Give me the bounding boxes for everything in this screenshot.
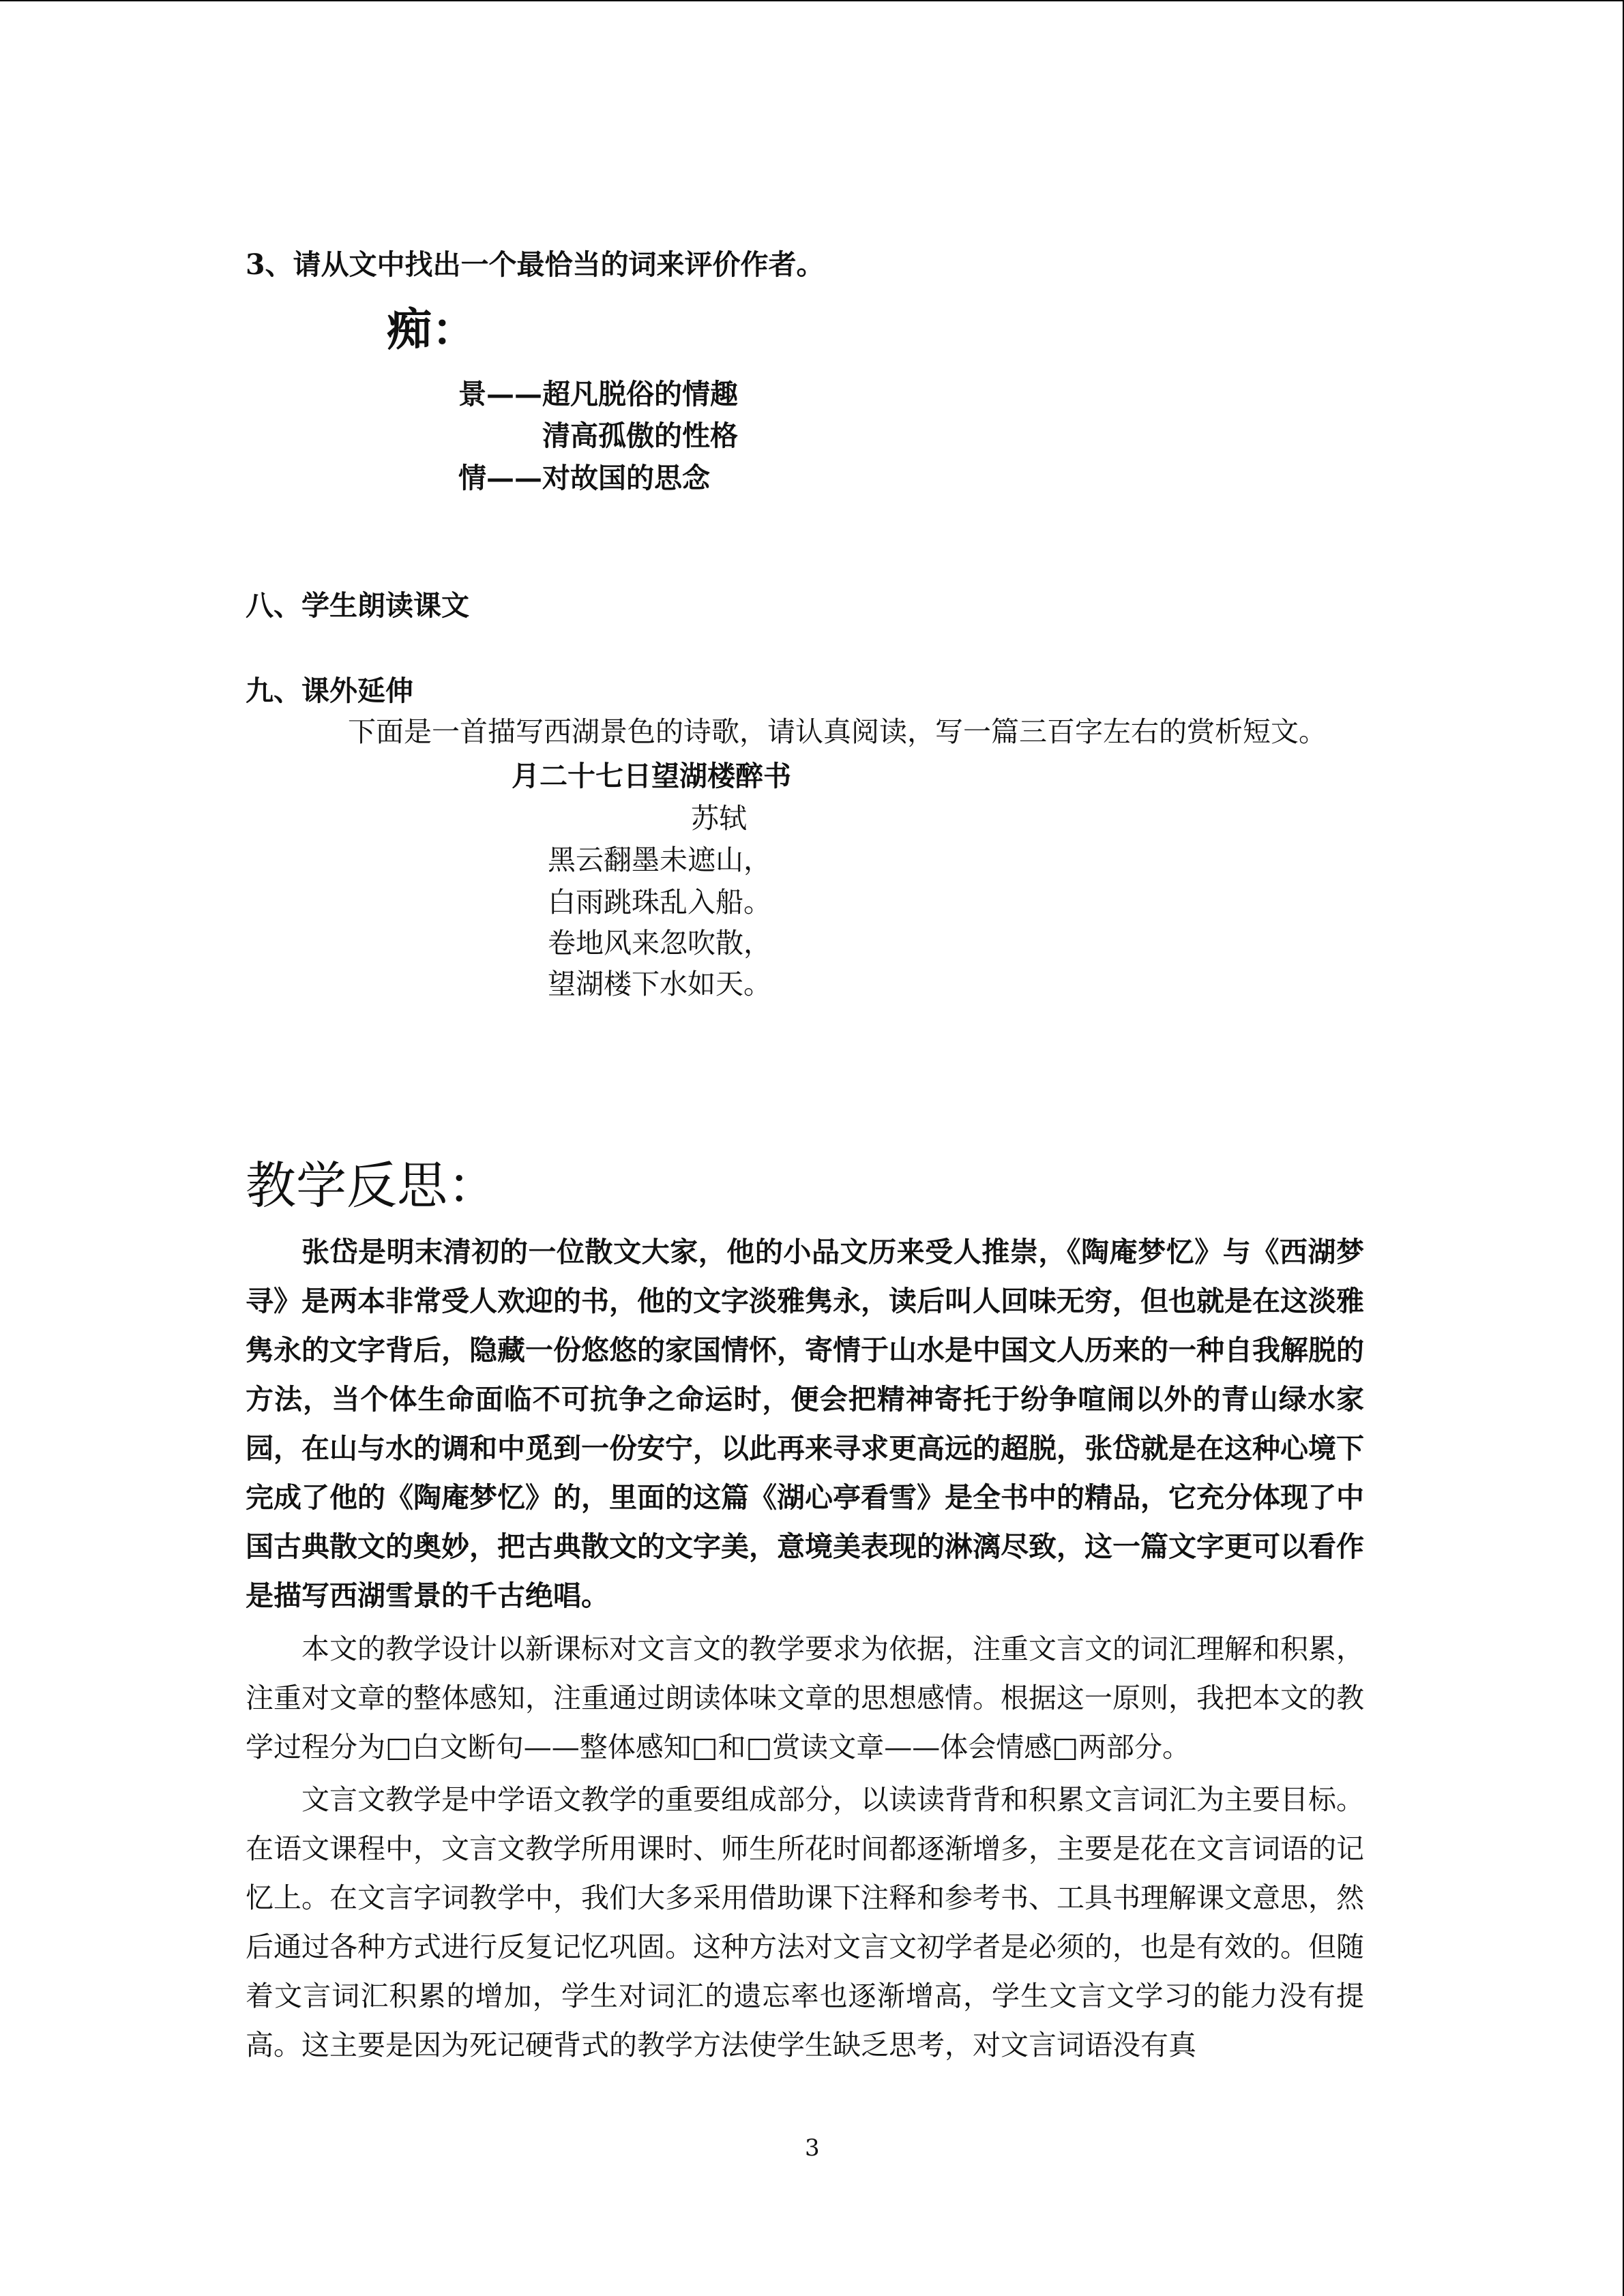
poem-line: 望湖楼下水如天。 (548, 968, 771, 1000)
reflection-paragraph-1: 张岱是明末清初的一位散文大家，他的小品文历来受人推崇，《陶庵梦忆》与《西湖梦寻》是两本非常受人欢迎的书，他的文字淡雅隽永，读后叫人回味无穷，但也就是在这淡雅隽永的文字背后，隐藏一份悠悠的家国情怀，寄情于山水是中国文人历来的一种自我解脱的方法，当个体生命面临不可抗争之命运时，便会把精神寄托于纷争喧闹以外的青山绿水家园，在山与水的调和中觅到一份安宁，以此再来寻求更高远的超脱，张岱就是在这种心境下完成了他的《陶庵梦忆》的，里面的这篇《湖心亭看雪》是全书中的精品，它充分体现了中国古典散文的奥妙，把古典散文的文字美，意境美表现的淋漓尽致，这一篇文字更可以看作是描写西湖雪景的千古绝唱。 (246, 1236, 1364, 1612)
page-number: 3 (805, 2134, 820, 2162)
answer-line-2: 清高孤傲的性格 (542, 419, 738, 452)
answer-line-3: 情——对故国的思念 (458, 462, 710, 494)
poem-line: 卷地风来忽吹散， (548, 927, 771, 959)
section-9-heading: 九、课外延伸 (246, 674, 413, 707)
reflection-paragraph-3: 文言文教学是中学语文教学的重要组成部分，以读读背背和积累文言词汇为主要目标。在语文课程中，文言文教学所用课时、师生所花时间都逐渐增多，主要是花在文言词语的记忆上。在文言字词教学中，我们大多采用借助课下注释和参考书、工具书理解课文意思，然后通过各种方式进行反复记忆巩固。这种方法对文言文初学者是必须的，也是有效的。但随着文言词汇积累的增加，学生对词汇的遗忘率也逐渐增高，学生文言文学习的能力没有提高。这主要是因为死记硬背式的教学方法使学生缺乏思考，对文言词语没有真 (246, 1783, 1364, 2061)
reflection-heading: 教学反思： (246, 1157, 498, 1215)
section-8-heading: 八、学生朗读课文 (246, 589, 469, 622)
answer-line-1: 景——超凡脱俗的情趣 (458, 378, 738, 411)
poem-title: 月二十七日望湖楼醉书 (512, 760, 791, 792)
extension-instruction: 下面是一首描写西湖景色的诗歌，请认真阅读，写一篇三百字左右的赏析短文。 (348, 715, 1327, 748)
poem-line: 黑云翻墨未遮山， (548, 844, 771, 876)
answer-key-word: 痴： (387, 303, 477, 356)
question-3: 3、请从文中找出一个最恰当的词来评价作者。 (246, 248, 825, 281)
poem-author: 苏轼 (691, 802, 747, 835)
reflection-paragraph-2: 本文的教学设计以新课标对文言文的教学要求为依据，注重文言文的词汇理解和积累，注重对文章的整体感知，注重通过朗读体味文章的思想感情。根据这一原则，我把本文的教学过程分为□白文断句——整体感知□和□赏读文章——体会情感□两部分。 (246, 1632, 1364, 1763)
top-border-line (0, 0, 1624, 1)
poem-line: 白雨跳珠乱入船。 (548, 886, 771, 919)
